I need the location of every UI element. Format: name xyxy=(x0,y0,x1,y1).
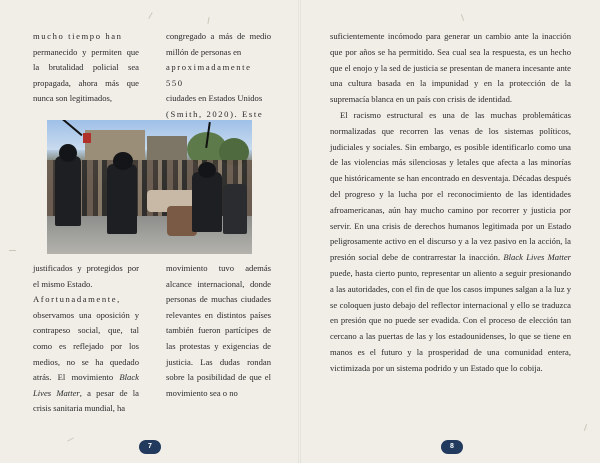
spaced-line: aproximadamente 550 xyxy=(166,62,252,88)
photo-helmet xyxy=(198,162,216,178)
left-col1-top xyxy=(33,29,139,107)
body-text-run: observamos una oposición y contrapeso social, que, tal como es reflejado por los medios, no se ha quedado atrás. El movimiento xyxy=(33,309,139,383)
photo-helmet xyxy=(59,144,77,162)
body-text-run: puede, hasta cierto punto, representar un aliento a seguir presionando a las autoridades, con el fin de que los casos impunes salgan a la luz y se coloquen justo debajo del reflector internacional y ello se traduzca en presión que no puede ser evadida. Con el proceso de elección tan cercano a las puertas de las y los estadounidenses, lo que se tiene en manos es el futuro y la prosperidad de una comunidad entera, victimizada por un sistema podrido y un Estado que lo cobija. xyxy=(330,267,571,373)
right-body xyxy=(330,29,571,377)
paragraph-1: suficientemente incómodo para generar un cambio ante la inacción que por años se ha permitido. Sea cual sea la respuesta, es un hecho que el enojo y la sed de justicia se presentan de manera incesante ante una cultura basada en la impunidad y en la protección de la supremacía blanca en un país con crisis de identidad. xyxy=(330,31,571,105)
spaced-line: mucho tiempo han xyxy=(33,31,123,41)
body-text: permanecido y permiten que la brutalidad policial sea propagada, ahora más que nunca son legitimados, xyxy=(33,46,139,104)
body-text: justificados y protegidos por el mismo Estado. xyxy=(33,263,139,289)
body-text xyxy=(33,308,139,417)
body-text-run: El racismo estructural es una de las muchas problemáticas normalizadas que recorren las venas de los sistemas políticos, judiciales y sociales. Sin embargo, es posible identificarlo como una de las violencias más silenciosas y letales que afecta a las minorías que históricamente se han encontrado en desventaja. Décadas después del progreso y la lucha por el reconocimiento de las identidades afroamericanas, aún hay mucho camino por recorrer y justicia por servir. En una crisis de derechos humanos legitimada por un Estado peligrosamente activo en el discurso y a la vez pasivo en la acción, la presión social debe de contrarrestar la inacción. xyxy=(330,109,571,263)
italic-title: Black Lives Matter xyxy=(33,372,139,398)
photo-officer xyxy=(223,184,247,234)
citation-line: (Smith, 2020). Este xyxy=(166,108,264,119)
left-col1-bottom xyxy=(33,261,139,417)
body-text: congregado a más de medio millón de personas en xyxy=(166,31,271,57)
paper-fleck xyxy=(9,250,16,251)
photo-officer xyxy=(192,172,222,232)
photo-building xyxy=(147,136,187,160)
paragraph-2 xyxy=(330,108,571,377)
book-gutter xyxy=(298,0,301,463)
photo-officer xyxy=(107,164,137,234)
body-text: movimiento tuvo además alcance internacional, donde personas de muchas ciudades relevantes en distintos países también fueron partícipes de las protestas y exigencias de justicia. Las dudas rondan sobre la posibilidad de que el movimiento sea o no xyxy=(166,263,271,398)
page-number-left: 7 xyxy=(139,440,161,454)
italic-title: Black Lives Matter xyxy=(503,252,572,263)
spaced-line: Afortunadamente, xyxy=(33,294,121,305)
body-text-run: , a pesar de la crisis sanitaria mundial, ha xyxy=(33,387,139,414)
protest-photo xyxy=(47,120,252,254)
left-col2-bottom xyxy=(166,261,271,401)
page-number-right: 8 xyxy=(441,440,463,454)
photo-officer xyxy=(55,156,81,226)
left-col2-top xyxy=(166,29,271,123)
photo-flag xyxy=(83,133,91,143)
body-text: ciudades en Estados Unidos xyxy=(166,93,263,104)
photo-helmet xyxy=(113,152,133,170)
